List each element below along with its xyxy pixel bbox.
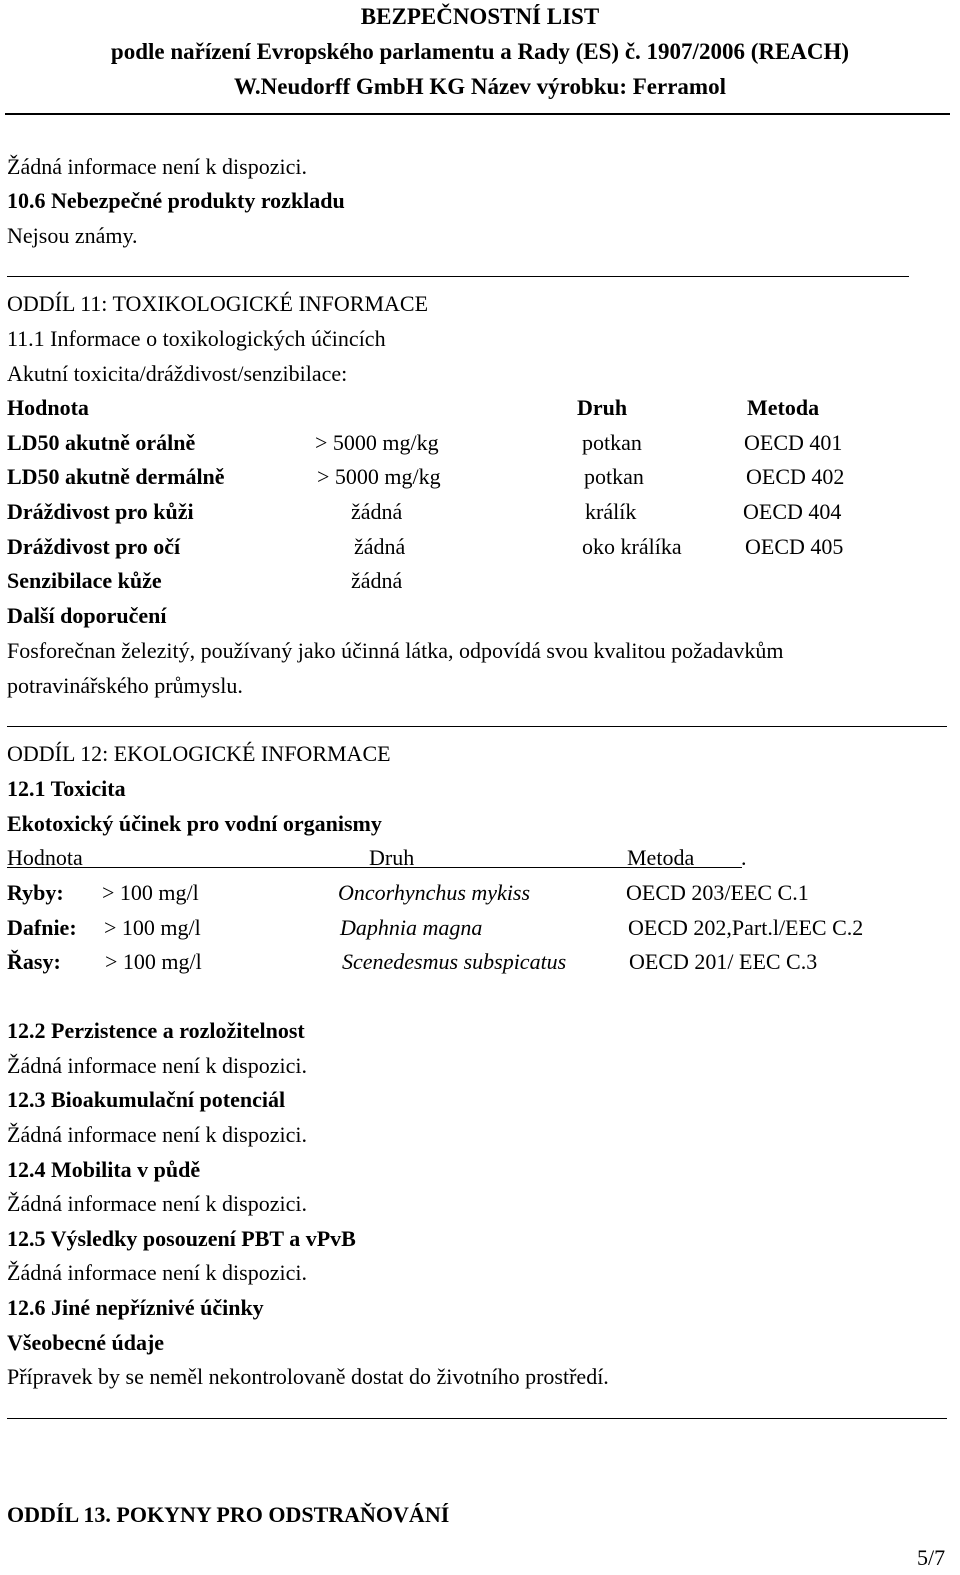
tox-row-value: žádná — [351, 568, 403, 593]
general-info-text: Přípravek by se neměl nekontrolovaně dostat do životního prostředí. — [7, 1364, 609, 1389]
tox-row-species: králík — [585, 499, 637, 524]
ecotox-row-value: > 100 mg/l — [105, 949, 202, 974]
subsection-12-4: 12.4 Mobilita v půdě — [7, 1157, 201, 1182]
heading-10-6: 10.6 Nebezpečné produkty rozkladu — [7, 188, 345, 213]
subsection-12-5: 12.5 Výsledky posouzení PBT a vPvB — [7, 1226, 356, 1251]
tox-header-value: Hodnota — [7, 395, 89, 420]
tox-row-value: žádná — [354, 534, 406, 559]
tox-header-species: Druh — [577, 395, 628, 420]
no-info-text: Žádná informace není k dispozici. — [7, 1191, 307, 1216]
general-info-label: Všeobecné údaje — [7, 1330, 165, 1355]
no-info-text: Žádná informace není k dispozici. — [7, 154, 307, 179]
no-info-text: Žádná informace není k dispozici. — [7, 1053, 307, 1078]
tox-row-method: OECD 402 — [746, 464, 845, 489]
tox-row-method: OECD 404 — [743, 499, 842, 524]
tox-row-name: Senzibilace kůže — [7, 568, 162, 593]
further-recommendations-text: Fosforečnan železitý, používaný jako účinná látka, odpovídá svou kvalitou požadavkům — [7, 638, 784, 663]
further-recommendations-label: Další doporučení — [7, 603, 167, 628]
ecotox-row-value: > 100 mg/l — [104, 915, 201, 940]
further-recommendations-text-cont: potravinářského průmyslu. — [7, 673, 243, 698]
page-number: 5/7 — [917, 1545, 946, 1570]
ecotox-row-species: Daphnia magna — [340, 915, 483, 940]
tox-row-name: LD50 akutně orálně — [7, 430, 196, 455]
ecotox-row-species: Oncorhynchus mykiss — [338, 880, 531, 905]
doc-title: BEZPEČNOSTNÍ LIST — [360, 4, 600, 29]
ecotox-row-method: OECD 203/EEC C.1 — [626, 880, 809, 905]
tox-row-value: > 5000 mg/kg — [315, 430, 439, 455]
section-divider — [7, 276, 909, 277]
ecotox-row-value: > 100 mg/l — [102, 880, 199, 905]
ecotox-row-species: Scenedesmus subspicatus — [342, 949, 567, 974]
ecotox-row-name: Dafnie: — [7, 915, 77, 940]
ecotox-label: Ekotoxický účinek pro vodní organismy — [7, 811, 382, 836]
tox-row-name: LD50 akutně dermálně — [7, 464, 225, 489]
ecotox-header-species: Druh — [369, 845, 415, 870]
tox-row-species: potkan — [584, 464, 644, 489]
doc-product: W.Neudorff GmbH KG Název výrobku: Ferramol — [234, 74, 726, 99]
none-known-text: Nejsou známy. — [7, 223, 138, 248]
subsection-11-1: 11.1 Informace o toxikologických účincích — [7, 326, 386, 351]
tox-row-value: > 5000 mg/kg — [317, 464, 441, 489]
ecotox-row-method: OECD 202,Part.l/EEC C.2 — [628, 915, 864, 940]
section-divider — [7, 726, 947, 727]
acute-toxicity-label: Akutní toxicita/dráždivost/senzibilace: — [7, 361, 348, 386]
tox-row-method: OECD 401 — [744, 430, 843, 455]
section-12-title: ODDÍL 12: EKOLOGICKÉ INFORMACE — [7, 741, 391, 766]
subsection-12-6: 12.6 Jiné nepříznivé účinky — [7, 1295, 264, 1320]
ecotox-header-method: Metoda — [627, 845, 695, 870]
ecotox-header-dot: . — [741, 845, 747, 870]
ecotox-row-name: Ryby: — [7, 880, 64, 905]
ecotox-row-method: OECD 201/ EEC C.3 — [629, 949, 818, 974]
subsection-12-3: 12.3 Bioakumulační potenciál — [7, 1087, 286, 1112]
section-11-title: ODDÍL 11: TOXIKOLOGICKÉ INFORMACE — [7, 291, 429, 316]
tox-row-method: OECD 405 — [745, 534, 844, 559]
no-info-text: Žádná informace není k dispozici. — [7, 1122, 307, 1147]
no-info-text: Žádná informace není k dispozici. — [7, 1260, 307, 1285]
subsection-12-1: 12.1 Toxicita — [7, 776, 126, 801]
section-divider — [7, 1418, 947, 1419]
doc-regulation: podle nařízení Evropského parlamentu a Rady (ES) č. 1907/2006 (REACH) — [110, 39, 850, 64]
section-13-title: ODDÍL 13. POKYNY PRO ODSTRAŇOVÁNÍ — [7, 1502, 450, 1527]
header-rule — [5, 113, 950, 115]
tox-row-value: žádná — [351, 499, 403, 524]
tox-row-name: Dráždivost pro očí — [7, 534, 181, 559]
tox-row-name: Dráždivost pro kůži — [7, 499, 194, 524]
tox-header-method: Metoda — [747, 395, 820, 420]
tox-row-species: potkan — [582, 430, 642, 455]
tox-row-species: oko králíka — [582, 534, 682, 559]
subsection-12-2: 12.2 Perzistence a rozložitelnost — [7, 1018, 305, 1043]
ecotox-header-value: Hodnota — [7, 845, 83, 870]
ecotox-row-name: Řasy: — [7, 949, 61, 974]
